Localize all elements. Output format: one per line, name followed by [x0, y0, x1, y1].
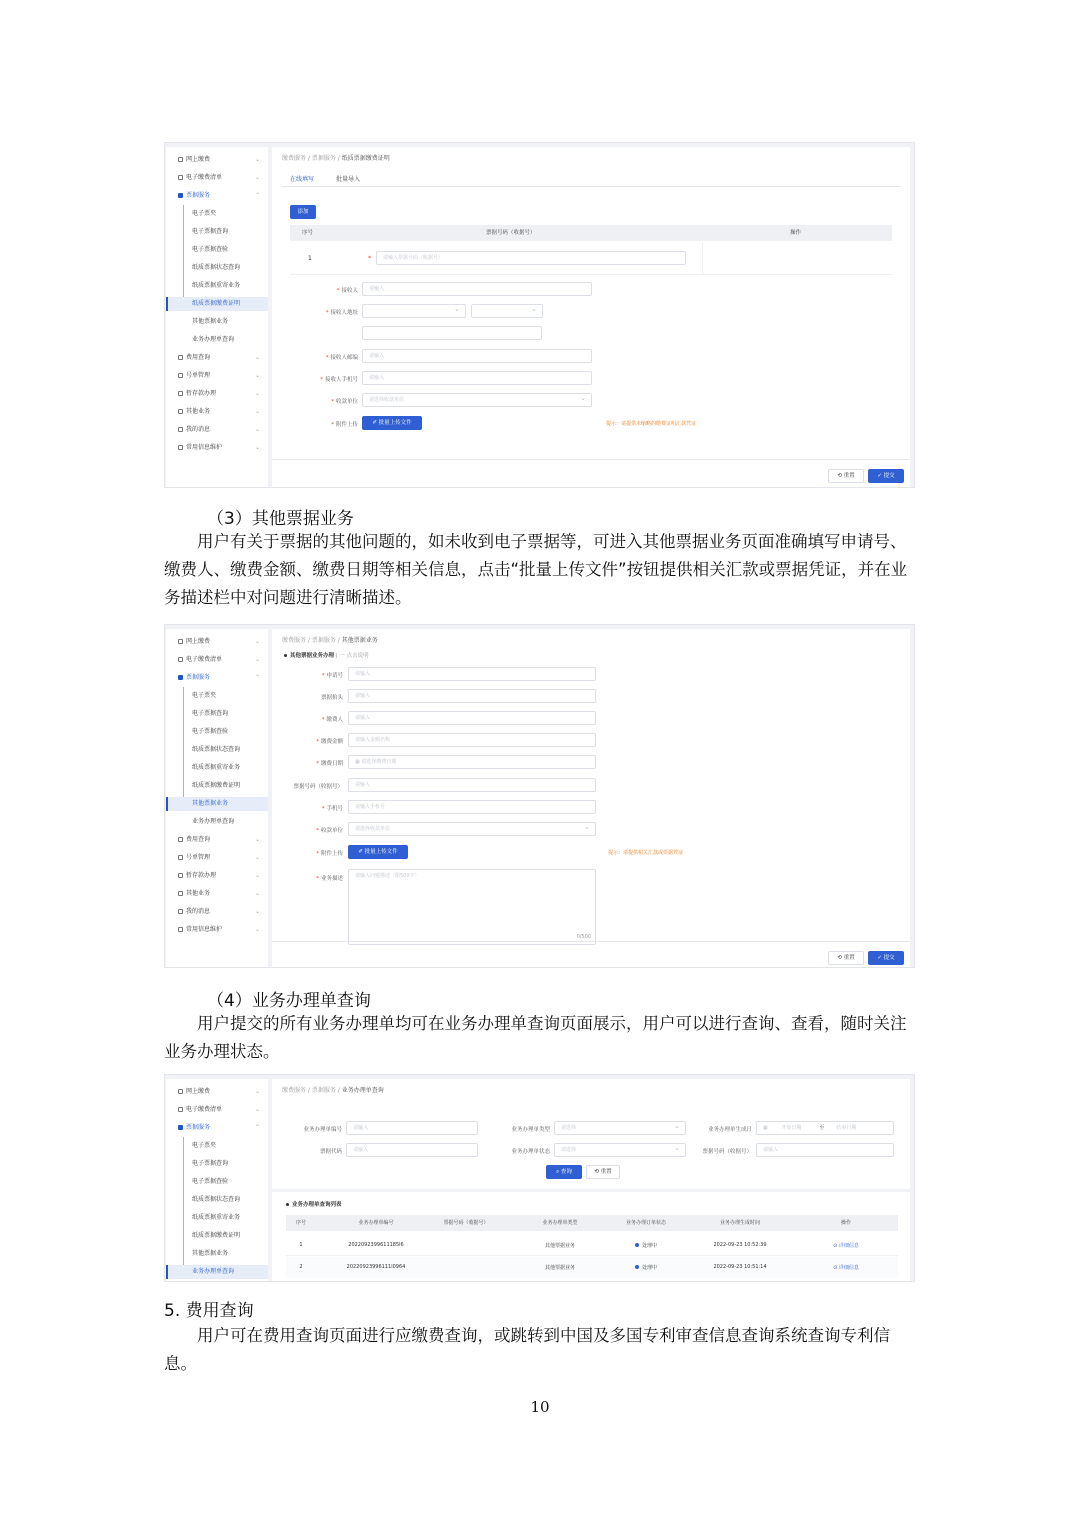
sidebar-item-bill-service[interactable]: 票据服务 ⌃ [166, 671, 268, 685]
list-icon [178, 1107, 183, 1112]
order-no-input[interactable]: 请输入 [346, 1121, 478, 1135]
chevron-up-icon: ⌃ [254, 192, 260, 199]
chevron-down-icon: ⌄ [254, 854, 260, 861]
tab-batch[interactable]: 批量导入 [336, 176, 361, 183]
status-dot-icon [635, 1243, 639, 1247]
chevron-down-icon: ⌄ [254, 926, 260, 933]
mobile-label: * 手机号 [321, 806, 343, 812]
sidebar-item-deposit[interactable]: 暂存款办理 ⌄ [166, 869, 268, 883]
sidebar [166, 629, 268, 967]
sidebar-item-e-bill-query[interactable]: 电子票据查询 [192, 710, 229, 717]
active-indicator [166, 1265, 168, 1279]
date-range-input[interactable]: ▦ 开始日期 至 结束日期 [756, 1121, 894, 1135]
card-icon [178, 1089, 183, 1094]
sidebar-item-e-bill-verify[interactable]: 电子票据查验 [192, 1178, 229, 1185]
table-header: 序号 票据号码（收据号） 操作 [290, 225, 892, 241]
addr-detail-input[interactable] [362, 326, 542, 340]
phone-label: * 接收人手机号 [320, 377, 358, 383]
sidebar-item-paper-bill-status[interactable]: 纸质票据状态查询 [192, 746, 241, 753]
chevron-down-icon: ⌄ [254, 1088, 260, 1095]
heading-5: 5. 费用查询 [164, 1301, 254, 1321]
upload-button[interactable]: ✐ 批量上传文件 [348, 845, 408, 859]
bullet-icon [286, 1203, 289, 1206]
sidebar-item-other-business[interactable]: 其他业务 ⌄ [166, 405, 268, 419]
screenshot-order-query [164, 1074, 915, 1282]
sidebar-item-order-query[interactable]: 业务办理单查询 [192, 818, 235, 825]
sidebar-item-e-bill-folder[interactable]: 电子票夹 [192, 1142, 217, 1149]
bill-code-input[interactable]: 请输入票据号码（收据号） [376, 251, 686, 265]
sidebar-item-order-query[interactable]: 业务办理单查询 [192, 336, 235, 343]
calendar-icon: ▦ [355, 759, 362, 765]
main-panel [272, 1079, 910, 1281]
status-dot-icon [635, 1265, 639, 1269]
bill-icon [178, 1125, 183, 1130]
desc-label: * 业务描述 [316, 876, 343, 882]
chevron-down-icon: ⌄ [254, 444, 260, 451]
card-icon [178, 157, 183, 162]
sidebar-item-deposit[interactable]: 暂存款办理 ⌄ [166, 387, 268, 401]
paragraph-5: 用户可在费用查询页面进行应缴费查询，或跳转到中国及多国专利审查信息查询系统查询专利信息。 [164, 1326, 890, 1373]
sidebar-item-paper-bill-proof[interactable]: 纸质票据缴费证明 [192, 782, 241, 789]
sidebar-item-paper-bill-proof[interactable]: 纸质票据缴费证明 [166, 297, 268, 311]
sidebar-item-e-payment-list[interactable]: 电子缴费清单 ⌄ [166, 653, 268, 667]
main-panel [272, 147, 910, 487]
upload-tip: 提示：请提供未缩略的缴费证明汇款凭证 [606, 421, 697, 427]
amount-input[interactable]: 请输入金额名称 [348, 733, 596, 747]
bill-icon [178, 675, 183, 680]
calendar-icon: ▦ [763, 1125, 770, 1131]
sidebar-item-paper-bill-reissue[interactable]: 纸质票据重寄业务 [192, 282, 241, 289]
breadcrumb: 缴费服务 / 票据服务 / 业务办理单查询 [282, 1087, 384, 1094]
sidebar-item-common-info[interactable]: 常用信息维护 ⌄ [166, 441, 268, 455]
page-number: 10 [530, 1398, 550, 1416]
sidebar-item-e-bill-verify[interactable]: 电子票据查验 [192, 728, 229, 735]
sidebar-item-e-bill-verify[interactable]: 电子票据查验 [192, 246, 229, 253]
sidebar-item-paper-bill-proof[interactable]: 纸质票据缴费证明 [192, 1232, 241, 1239]
sidebar-item-other-bill[interactable]: 其他票据业务 [192, 318, 229, 325]
breadcrumb: 缴费服务 / 票据服务 / 纸质票据缴费证明 [282, 155, 390, 162]
doc-icon [178, 373, 183, 378]
list-icon [178, 175, 183, 180]
attach-label: * 附件上传 [331, 422, 358, 428]
paragraph-3: 用户有关于票据的其他问题的，如未收到电子票据等，可进入其他票据业务页面准确填写申请号、缴费人、缴费金额、缴费日期等相关信息，点击“批量上传文件”按钮提供相关汇款或票据凭证，并在业务描述栏中对问题进行清晰描述。 [164, 532, 908, 607]
sidebar-item-e-bill-folder[interactable]: 电子票夹 [192, 210, 217, 217]
receipt-label: 票据号码（收据号） [702, 1149, 752, 1155]
payer-label: * 缴费人 [321, 717, 343, 723]
bell-icon [178, 909, 183, 914]
chevron-down-icon: ⌄ [254, 1106, 260, 1113]
reset-button[interactable]: ⟲ 重置 [828, 469, 864, 483]
screenshot-paper-bill-proof [164, 142, 915, 488]
sidebar-item-other-bill[interactable]: 其他票据业务 [166, 797, 268, 811]
search-icon [178, 837, 183, 842]
bill-icon [178, 193, 183, 198]
bill-code-input[interactable]: 请输入 [348, 778, 596, 792]
footer-divider [272, 459, 910, 460]
section-title: 其他票据业务办理 | 一 点击说明 [284, 651, 369, 659]
chevron-down-icon: ⌄ [254, 908, 260, 915]
chevron-down-icon: ⌄ [254, 890, 260, 897]
date-input[interactable]: ▦ 请选择缴费日期 [348, 755, 596, 769]
table-row: 1 2022092399611185l6 其他票据业务 处理中 2022-09-23 10:52:39 ⊙ 详细信息 [286, 1235, 898, 1256]
status-select[interactable]: 请选择 ⌄ [554, 1143, 686, 1157]
sidebar-item-order-query[interactable]: 业务办理单查询 [166, 1265, 268, 1279]
section-divider [272, 1189, 910, 1192]
chevron-down-icon: ⌄ [254, 836, 260, 843]
bullet-icon [284, 654, 287, 657]
sidebar-item-order-mgmt[interactable]: 号单管理 ⌄ [166, 369, 268, 383]
sidebar [166, 1079, 268, 1281]
desc-textarea[interactable]: 请输入问题描述（限500字） 0/500 [348, 869, 596, 945]
detail-link[interactable]: ⊙ 详细信息 [833, 1265, 859, 1271]
table-header: 序号 业务办理单编号 票据号码（收据号） 业务办理单类型 业务办理订单状态 业务办理生成时间 操作 [286, 1215, 898, 1231]
submit-button[interactable]: ✓ 提交 [868, 469, 904, 483]
addr-label: * 接收人地址 [325, 310, 358, 316]
card-icon [178, 639, 183, 644]
app-no-input[interactable]: 请输入 [348, 667, 596, 681]
main-panel [272, 629, 910, 967]
sidebar-item-e-payment-list[interactable]: 电子缴费清单 ⌄ [166, 171, 268, 185]
bill-code-input[interactable]: 请输入 [346, 1143, 478, 1157]
footer-divider [272, 941, 910, 942]
list-title: 业务办理单查询列表 [286, 1200, 342, 1208]
addr-city-select[interactable] [471, 304, 543, 318]
addr-province-select[interactable] [362, 304, 466, 318]
sidebar-item-bill-service[interactable]: 票据服务 ⌃ [166, 189, 268, 203]
submit-button[interactable]: ✓ 提交 [868, 951, 904, 965]
add-button[interactable]: 添加 [290, 205, 316, 219]
reset-button[interactable]: ⟲ 重置 [586, 1165, 620, 1179]
sidebar-item-fee-query[interactable]: 费用查询 ⌄ [166, 351, 268, 365]
detail-link[interactable]: ⊙ 详细信息 [833, 1243, 859, 1249]
unit-label: * 收款单位 [331, 399, 358, 405]
mobile-input[interactable]: 请输入手机号 [348, 800, 596, 814]
screenshot-other-bill [164, 624, 915, 968]
sidebar-item-order-mgmt[interactable]: 号单管理 ⌄ [166, 851, 268, 865]
amount-label: * 缴费金额 [316, 739, 343, 745]
sidebar-item-paper-bill-reissue[interactable]: 纸质票据重寄业务 [192, 1214, 241, 1221]
grid-icon [178, 891, 183, 896]
active-indicator [166, 797, 168, 811]
grid-icon [178, 409, 183, 414]
sidebar-item-my-messages[interactable]: 我的消息 ⌄ [166, 423, 268, 437]
chevron-down-icon: ⌄ [254, 656, 260, 663]
unit-select[interactable]: 请选择收款单位 ⌄ [362, 393, 592, 407]
bill-title-input[interactable]: 请输入 [348, 689, 596, 703]
tab-divider [282, 186, 900, 187]
search-icon [178, 355, 183, 360]
status-label: 业务办理单状态 [511, 1149, 550, 1155]
search-button[interactable]: ⌕ 查询 [546, 1165, 582, 1179]
sidebar-item-paper-bill-reissue[interactable]: 纸质票据重寄业务 [192, 764, 241, 771]
recv-input[interactable]: 请输入 [362, 282, 592, 296]
attach-label: * 附件上传 [316, 851, 343, 857]
unit-label: * 收款单位 [316, 828, 343, 834]
bell-icon [178, 427, 183, 432]
sidebar-item-common-info[interactable]: 常用信息维护 ⌄ [166, 923, 268, 937]
upload-tip: 提示：请提供相关汇款或票据凭证 [608, 850, 684, 856]
bill-code-label: 票据代码 [319, 1149, 342, 1155]
wallet-icon [178, 391, 183, 396]
date-label: 业务办理单生成日 [707, 1127, 752, 1133]
tab-online[interactable]: 在线填写 [290, 174, 314, 187]
phone-input[interactable]: 请输入 [362, 371, 592, 385]
bill-code-label: 票据号码（收据号） [293, 784, 343, 790]
type-select[interactable]: 请选择 ⌄ [554, 1121, 686, 1135]
receipt-input[interactable]: 请输入 [756, 1143, 894, 1157]
sidebar-item-e-payment-list[interactable]: 电子缴费清单 ⌄ [166, 1103, 268, 1117]
breadcrumb: 缴费服务 / 票据服务 / 其他票据业务 [282, 637, 378, 644]
sidebar-item-e-bill-folder[interactable]: 电子票夹 [192, 692, 217, 699]
order-no-label: 业务办理单编号 [303, 1127, 342, 1133]
char-counter: 0/500 [576, 934, 591, 940]
chevron-down-icon: ⌄ [254, 372, 260, 379]
chevron-down-icon: ⌄ [254, 638, 260, 645]
heading-3: （3）其他票据业务 [207, 509, 354, 529]
chevron-up-icon: ⌃ [254, 1124, 260, 1131]
wallet-icon [178, 873, 183, 878]
chevron-down-icon: ⌄ [254, 872, 260, 879]
settings-icon [178, 445, 183, 450]
list-icon [178, 657, 183, 662]
zip-label: * 接收人邮编 [325, 355, 358, 361]
app-no-label: * 申请号 [321, 673, 343, 679]
table-row: 1 * 请输入票据号码（收据号） [290, 243, 892, 275]
unit-select[interactable]: 请选择收款单位 ⌄ [348, 822, 596, 836]
sidebar-item-paper-bill-status[interactable]: 纸质票据状态查询 [192, 264, 241, 271]
sidebar-item-e-bill-query[interactable]: 电子票据查询 [192, 228, 229, 235]
sidebar-item-bill-service[interactable]: 票据服务 ⌃ [166, 1121, 268, 1135]
chevron-down-icon: ⌄ [254, 426, 260, 433]
type-label: 业务办理单类型 [511, 1127, 550, 1133]
doc-icon [178, 855, 183, 860]
bill-title-label: 票据抬头 [320, 695, 343, 701]
sidebar-item-online-payment[interactable]: 网上缴费 ⌄ [166, 153, 268, 167]
chevron-down-icon: ⌄ [254, 156, 260, 163]
sidebar-item-fee-query[interactable]: 费用查询 ⌄ [166, 833, 268, 847]
active-indicator [166, 297, 168, 311]
sidebar-item-e-bill-query[interactable]: 电子票据查询 [192, 1160, 229, 1167]
payer-input[interactable]: 请输入 [348, 711, 596, 725]
sidebar-item-paper-bill-status[interactable]: 纸质票据状态查询 [192, 1196, 241, 1203]
sidebar-item-other-business[interactable]: 其他业务 ⌄ [166, 887, 268, 901]
recv-label: * 接收人 [336, 288, 358, 294]
heading-4: （4）业务办理单查询 [207, 991, 371, 1011]
chevron-down-icon: ⌄ [254, 390, 260, 397]
settings-icon [178, 927, 183, 932]
sidebar-item-online-payment[interactable]: 网上缴费 ⌄ [166, 1085, 268, 1099]
date-label: * 缴费日期 [316, 761, 343, 767]
upload-button[interactable]: ✐ 批量上传文件 [362, 416, 422, 430]
sidebar [166, 147, 268, 487]
chevron-up-icon: ⌃ [254, 674, 260, 681]
table-row: 2 20220923996111l0964 其他票据业务 处理中 2022-09-23 10:51:14 ⊙ 详细信息 [286, 1257, 898, 1278]
sidebar-item-my-messages[interactable]: 我的消息 ⌄ [166, 905, 268, 919]
reset-button[interactable]: ⟲ 重置 [828, 951, 864, 965]
chevron-down-icon: ⌄ [254, 174, 260, 181]
sidebar-item-other-bill[interactable]: 其他票据业务 [192, 1250, 229, 1257]
sidebar-item-online-payment[interactable]: 网上缴费 ⌄ [166, 635, 268, 649]
chevron-down-icon: ⌄ [254, 408, 260, 415]
zip-input[interactable]: 请输入 [362, 349, 592, 363]
paragraph-4: 用户提交的所有业务办理单均可在业务办理单查询页面展示，用户可以进行查询、查看，随时关注业务办理状态。 [164, 1014, 907, 1061]
chevron-down-icon: ⌄ [254, 354, 260, 361]
